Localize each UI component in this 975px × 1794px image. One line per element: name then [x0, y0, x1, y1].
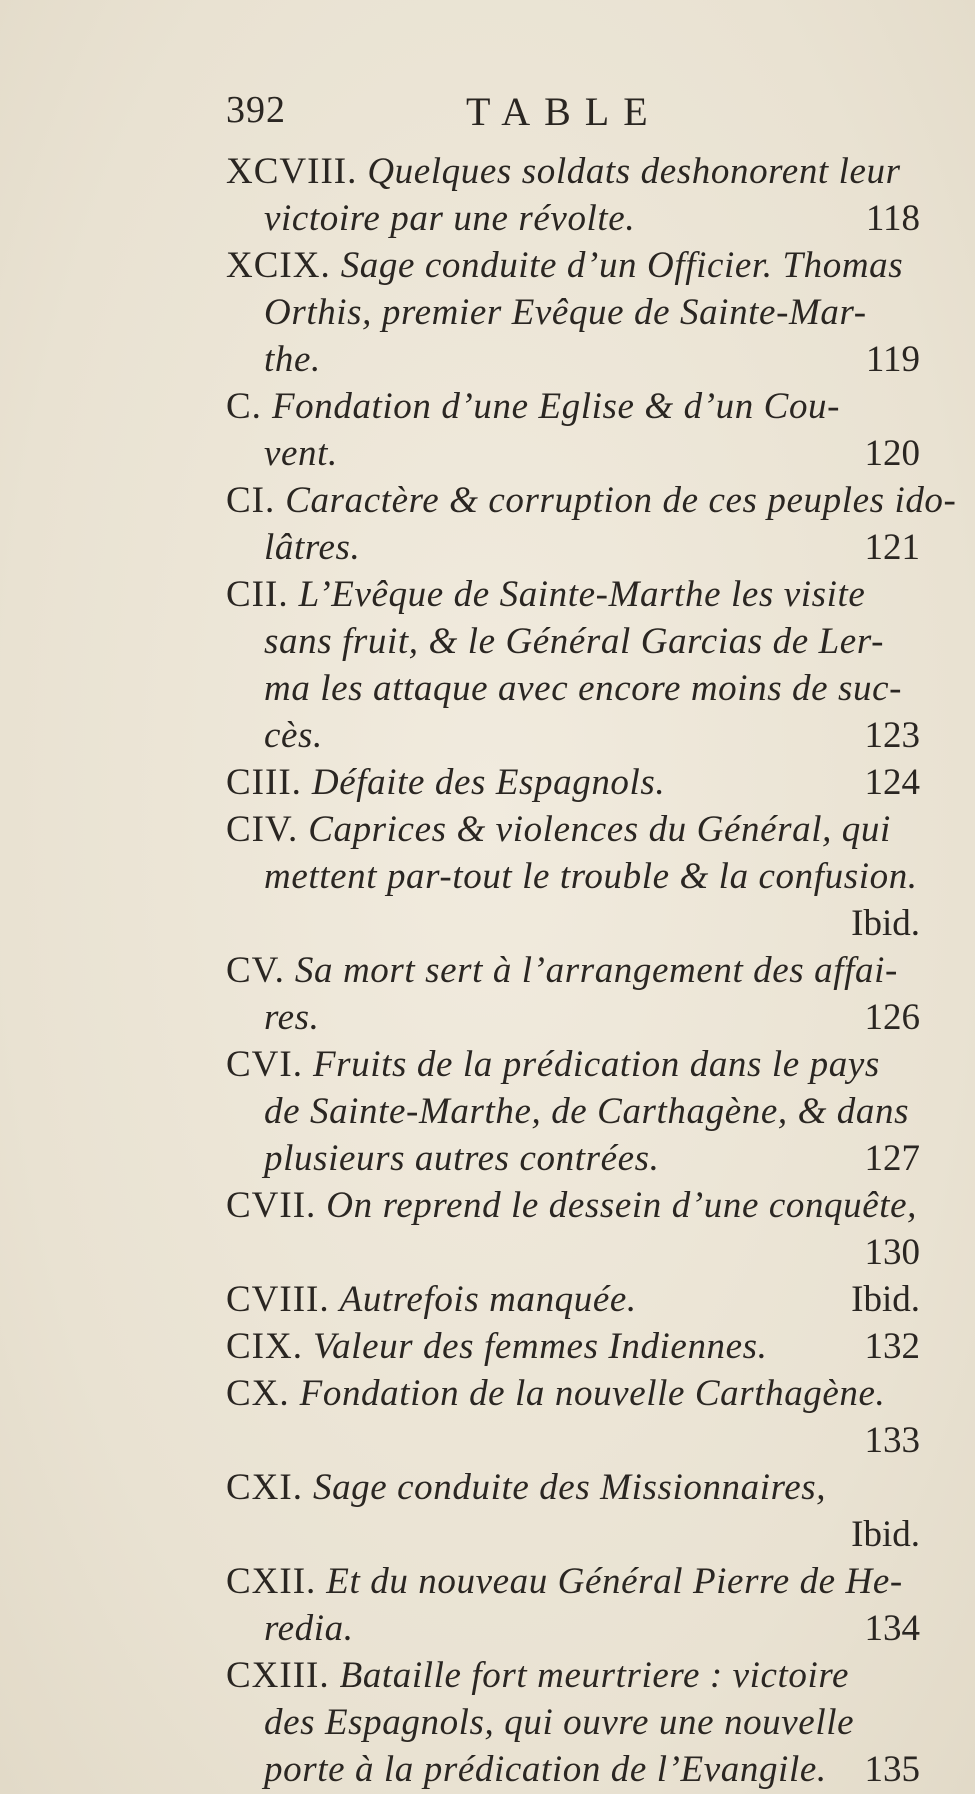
page-reference: 120 — [864, 433, 920, 474]
toc-entry-line — [226, 195, 920, 242]
chapter-title: lâtres. — [264, 527, 361, 568]
chapter-title: Bataille fort meurtriere : victoire — [339, 1655, 850, 1696]
toc-entry — [226, 759, 920, 806]
chapter-title: Autrefois manquée. — [339, 1279, 637, 1320]
toc-entry-line — [226, 994, 920, 1041]
chapter-number: CVIII. — [226, 1279, 330, 1320]
chapter-number: CII. — [226, 574, 289, 615]
chapter-title: Orthis, premier Evêque de Sainte-Mar- — [264, 292, 867, 333]
chapter-title: res. — [264, 997, 320, 1038]
chapter-title: mettent par-tout le trouble & la confusion. — [264, 856, 918, 897]
toc-entry-line — [226, 618, 920, 665]
page-reference: 133 — [864, 1420, 920, 1461]
toc-entry-line — [226, 1652, 920, 1699]
chapter-title: porte à la prédication de l’Evangile. — [264, 1749, 827, 1790]
table-of-contents — [226, 148, 957, 1793]
chapter-title: L’Evêque de Sainte-Marthe les visite — [298, 574, 866, 615]
toc-entry-line — [226, 1464, 920, 1511]
page-number: 392 — [226, 89, 286, 131]
toc-entry — [226, 1041, 920, 1182]
toc-entry — [226, 1182, 920, 1276]
chapter-title: the. — [264, 339, 321, 380]
chapter-number: CIII. — [226, 762, 302, 803]
toc-entry-line — [226, 383, 920, 430]
page-reference: Ibid. — [851, 1279, 920, 1320]
toc-entry-page-line — [226, 1511, 920, 1558]
page-reference: 119 — [865, 339, 920, 380]
page-reference: 134 — [864, 1608, 920, 1649]
chapter-title: de Sainte-Marthe, de Carthagène, & dans — [264, 1091, 910, 1132]
chapter-title: victoire par une révolte. — [264, 198, 636, 239]
page-reference: 127 — [864, 1138, 920, 1179]
running-title: TABLE — [466, 89, 662, 134]
toc-entry-page-line — [226, 1229, 920, 1276]
toc-entry-line — [226, 1182, 920, 1229]
chapter-number: CXIII. — [226, 1655, 330, 1696]
chapter-title: Caractère & corruption de ces peuples ido- — [285, 480, 957, 521]
toc-entry — [226, 1370, 920, 1464]
chapter-title: Sage conduite d’un Officier. Thomas — [340, 245, 904, 286]
chapter-number: CX. — [226, 1373, 290, 1414]
chapter-title: sans fruit, & le Général Garcias de Ler- — [264, 621, 885, 662]
chapter-title: des Espagnols, qui ouvre une nouvelle — [264, 1702, 855, 1743]
chapter-title: Fruits de la prédication dans le pays — [312, 1044, 880, 1085]
toc-entry-line — [226, 242, 920, 289]
chapter-number: XCIX. — [226, 245, 331, 286]
chapter-title: Valeur des femmes Indiennes. — [312, 1326, 768, 1367]
page-reference: 135 — [864, 1749, 920, 1790]
toc-entry-line — [226, 1088, 920, 1135]
toc-entry-line — [226, 524, 920, 571]
page-reference: 123 — [864, 715, 920, 756]
chapter-title: Caprices & violences du Général, qui — [308, 809, 891, 850]
toc-entry-line — [226, 1699, 920, 1746]
page-reference: 126 — [864, 997, 920, 1038]
toc-entry-line — [226, 1558, 920, 1605]
toc-entry — [226, 1558, 920, 1652]
page-reference: 118 — [865, 198, 920, 239]
page-reference: 121 — [864, 527, 920, 568]
toc-entry — [226, 947, 920, 1041]
toc-entry — [226, 1323, 920, 1370]
toc-entry-line — [226, 1041, 920, 1088]
chapter-number: CVII. — [226, 1185, 317, 1226]
chapter-number: XCVIII. — [226, 151, 358, 192]
chapter-number: C. — [226, 386, 262, 427]
chapter-title: Sage conduite des Missionnaires, — [312, 1467, 827, 1508]
toc-entry-line — [226, 148, 920, 195]
toc-entry-line — [226, 1135, 920, 1182]
chapter-title: Fondation d’une Eglise & d’un Cou- — [271, 386, 841, 427]
toc-entry-page-line — [226, 1417, 920, 1464]
chapter-title: Et du nouveau Général Pierre de He- — [326, 1561, 903, 1602]
toc-entry — [226, 1276, 920, 1323]
toc-entry — [226, 1652, 920, 1793]
toc-entry — [226, 806, 920, 947]
toc-entry-line — [226, 806, 920, 853]
toc-entry-line — [226, 947, 920, 994]
chapter-title: redia. — [264, 1608, 354, 1649]
chapter-number: CVI. — [226, 1044, 303, 1085]
toc-entry — [226, 383, 920, 477]
toc-entry-line — [226, 1746, 920, 1793]
page-reference: 124 — [864, 762, 920, 803]
chapter-title: vent. — [264, 433, 338, 474]
toc-entry-line — [226, 853, 920, 900]
toc-entry-line — [226, 336, 920, 383]
toc-entry-line — [226, 1323, 920, 1370]
chapter-title: cès. — [264, 715, 323, 756]
chapter-number: CIX. — [226, 1326, 303, 1367]
toc-entry-line — [226, 289, 920, 336]
chapter-number: CV. — [226, 950, 285, 991]
toc-entry-line — [226, 430, 920, 477]
chapter-number: CXI. — [226, 1467, 303, 1508]
toc-entry-line — [226, 1605, 920, 1652]
toc-entry-line — [226, 712, 920, 759]
toc-entry-line — [226, 1370, 920, 1417]
toc-entry-line — [226, 571, 920, 618]
chapter-title: Quelques soldats deshonorent leur — [367, 151, 901, 192]
chapter-title: Fondation de la nouvelle Carthagène. — [299, 1373, 886, 1414]
toc-entry-line — [226, 759, 920, 806]
page-reference: Ibid. — [851, 903, 920, 944]
chapter-number: CXII. — [226, 1561, 317, 1602]
toc-entry-line — [226, 1276, 920, 1323]
toc-entry-page-line — [226, 900, 920, 947]
page-reference: 132 — [864, 1326, 920, 1367]
toc-entry-line — [226, 477, 957, 524]
toc-entry — [226, 242, 920, 383]
chapter-number: CIV. — [226, 809, 299, 850]
chapter-title: On reprend le dessein d’une conquête, — [326, 1185, 918, 1226]
toc-entry-line — [226, 665, 920, 712]
chapter-title: Sa mort sert à l’arrangement des affai- — [294, 950, 898, 991]
chapter-number: CI. — [226, 480, 276, 521]
chapter-title: Défaite des Espagnols. — [311, 762, 666, 803]
chapter-title: plusieurs autres contrées. — [264, 1138, 660, 1179]
chapter-title: ma les attaque avec encore moins de suc- — [264, 668, 903, 709]
toc-entry — [226, 1464, 920, 1558]
toc-entry — [226, 477, 957, 571]
toc-entry — [226, 148, 920, 242]
toc-entry — [226, 571, 920, 759]
page-reference: 130 — [864, 1232, 920, 1273]
page-reference: Ibid. — [851, 1514, 920, 1555]
page-header — [226, 88, 926, 148]
